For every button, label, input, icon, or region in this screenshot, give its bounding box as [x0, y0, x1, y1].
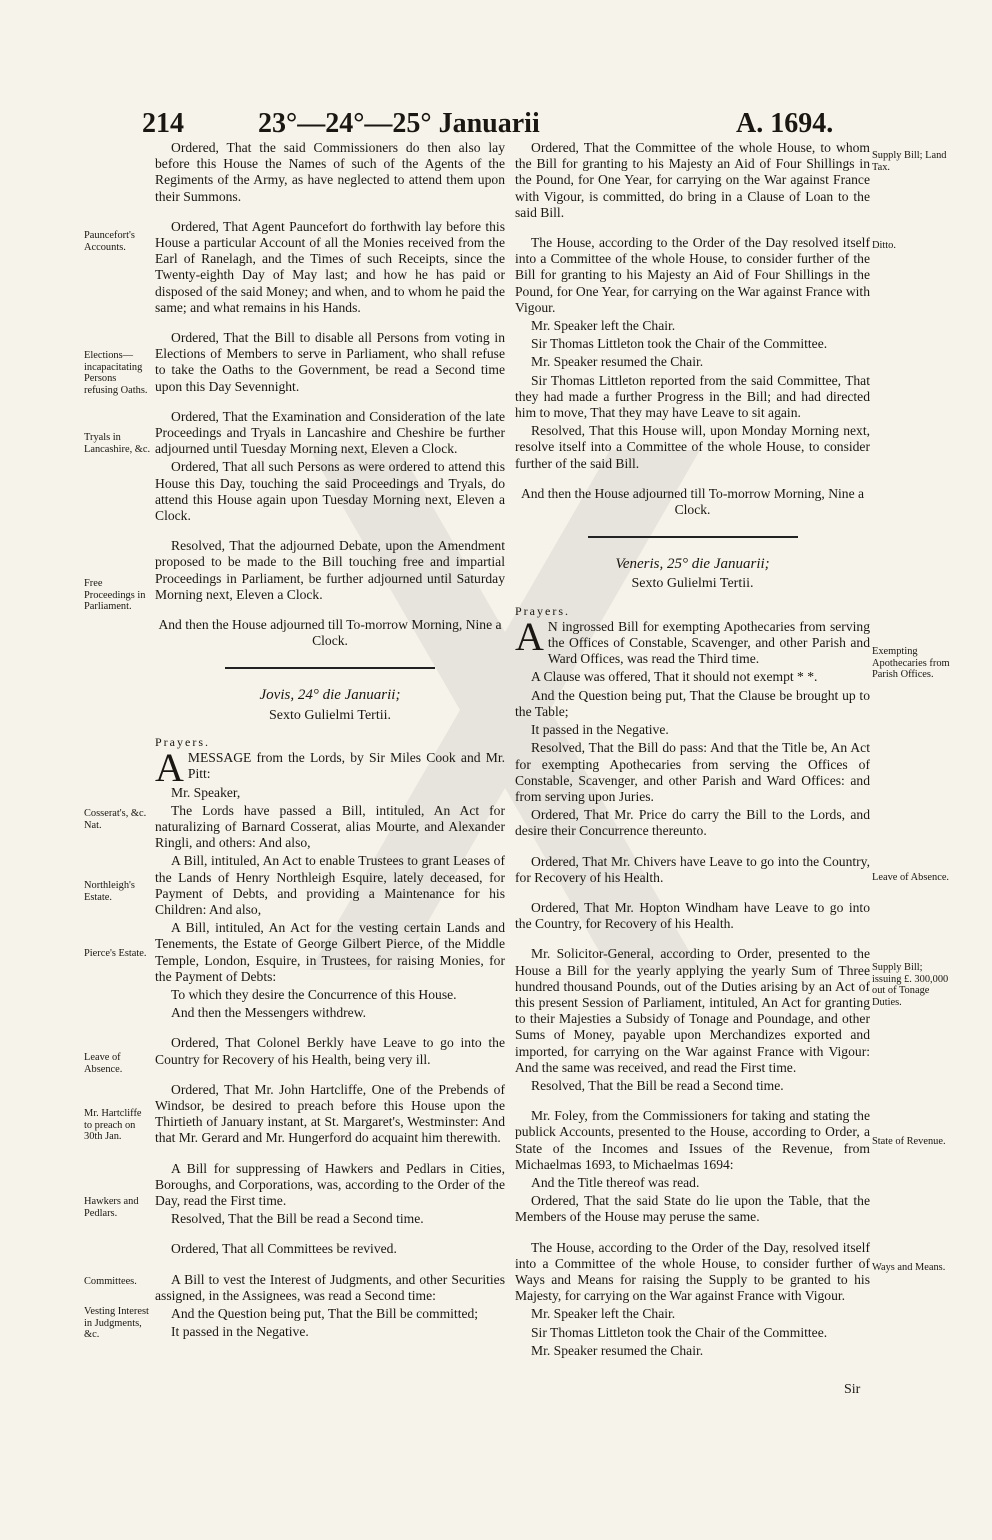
entry: Mr. Speaker resumed the Chair. [531, 1342, 704, 1358]
section-divider [588, 536, 798, 538]
entry: Ordered, That Colonel Berkly have Leave to go into the Country for Recovery of his Health, being very ill. [155, 1035, 505, 1067]
entry: Ordered, That the said State do lie upon the Table, that the Members of the House may peruse the same. [515, 1193, 870, 1225]
entry: Mr. Foley, from the Commissioners for taking and stating the publick Accounts, presented to the House, according to Order, a State of the Incomes and Issues of the Revenue, from Michaelmas 1693, to Michaelmas 1694: [515, 1108, 870, 1172]
prayers-heading: Prayers. [515, 603, 570, 618]
entry-text: N ingrossed Bill for exempting Apothecaries from serving the Offices of Constable, Scavenger, and other Parish and Ward Offices, was read the Third time. [547, 618, 870, 667]
day-heading: Veneris, 25° die Januarii; [615, 556, 770, 573]
entry: The House, according to the Order of the Day resolved itself into a Committee of the whole House, to consider further of the Bill for granting to his Majesty an Aid of Four Shillings in the Pound, for One Year, for carrying on the War against France with Vigour. [515, 235, 870, 315]
entry: Sir Thomas Littleton reported from the said Committee, That they had made a further Progress in the Bill; and had directed him to move, That they may have Leave to sit again. [515, 372, 870, 421]
entry: Ordered, That Mr. Price do carry the Bill to the Lords, and desire their Concurrence thereunto. [515, 807, 870, 839]
margin-note: Hawkers and Pedlars. [84, 1196, 139, 1219]
reign-heading: Sexto Gulielmi Tertii. [631, 576, 754, 592]
drop-cap: A [515, 613, 544, 659]
right-column [515, 140, 870, 1361]
entry: A Bill to vest the Interest of Judgments, and other Securities assigned, in the Assignees, was read a Second time: [155, 1271, 505, 1303]
entry: Mr. Solicitor-General, according to Order, presented to the House a Bill for the yearly applying the yearly Sum of Three hundred thousand Pounds, out of the Duties arising by an Act of this present Session of Parliament, intituled, An Act for granting to their Majesties a Subsidy of Tonage and Poundage, and other Sums of Money, payable upon Merchandizes exported and imported, for carrying on the War against France with Vigour: And the same was received, and read the First time. [515, 946, 870, 1075]
entry [155, 745, 505, 791]
entry: To which they desire the Concurrence of this House. [171, 986, 457, 1002]
drop-cap: A [155, 745, 184, 791]
margin-note: Exempting Apothecaries from Parish Offices. [872, 646, 950, 680]
entry: Mr. Speaker left the Chair. [531, 318, 676, 334]
entry: Resolved, That the Bill be read a Second time. [531, 1077, 784, 1093]
entry: Ordered, That the Bill to disable all Persons from voting in Elections of Members to serve in Parliament, who shall refuse to take the Oaths to the Government, be read a Second time upon this Day Sevennight. [155, 330, 505, 394]
entry: Ordered, That the said Commissioners do then also lay before this House the Names of such of the Agents of the Regiments of the Army, as have neglected to attend them upon their Summons. [155, 140, 505, 204]
section-divider [225, 667, 435, 669]
margin-note: Leave of Absence. [872, 872, 950, 883]
adjournment: And then the House adjourned till To-morrow Morning, Nine a Clock. [520, 485, 865, 518]
margin-note: Cosserat's, &c. Nat. [84, 808, 147, 831]
margin-note: Pierce's Estate. [84, 948, 147, 959]
entry [515, 613, 870, 668]
entry: And the Question being put, That the Bill be committed; [171, 1305, 479, 1321]
entry: Ordered, That Mr. John Hartcliffe, One of the Prebends of Windsor, be desired to preach before this House upon the Thirtieth of January instant, at St. Margaret's, Westminster: And that Mr. Gerard and Mr. Hungerford do acquaint him therewith. [155, 1081, 505, 1146]
entry: It passed in the Negative. [531, 722, 669, 738]
entry: Resolved, That this House will, upon Monday Morning next, resolve itself into a Committee of the whole House, to consider further of the said Bill. [515, 423, 870, 471]
margin-note: Elections—incapacitating Persons refusing Oaths. [84, 350, 148, 396]
entry: A Clause was offered, That it should not exempt * *. [531, 669, 818, 685]
margin-note: Northleigh's Estate. [84, 880, 135, 903]
left-column [155, 140, 505, 1342]
entry: Mr. Speaker left the Chair. [531, 1306, 676, 1322]
entry: Ordered, That the Committee of the whole House, to whom the Bill for granting to his Majesty an Aid of Four Shillings in the Pound, for One Year, for carrying on the War against France with Vigour, is committed, do bring in a Clause of Loan to the said Bill. [515, 140, 870, 220]
margin-note: State of Revenue. [872, 1136, 946, 1147]
entry: Ordered, That Agent Pauncefort do forthwith lay before this House a particular Account of all the Monies received from the Earl of Ranelagh, and the Times of such Receipts, since the Twenty-eighth Day of May last; and how he has paid or disposed of the said Money; and when, and to whom he paid the same; and what remains in his Hands. [155, 218, 505, 315]
entry: The House, according to the Order of the Day, resolved itself into a Committee of the whole House, to consider further of Ways and Means for raising the Supply to be granted to his Majesty, for carrying on the War against France with Vigour. [515, 1239, 870, 1304]
entry: Sir Thomas Littleton took the Chair of the Committee. [531, 1324, 828, 1340]
entry: Ordered, That Mr. Hopton Windham have Leave to go into the Country, for Recovery of his Health. [515, 899, 870, 932]
entry: A Bill for suppressing of Hawkers and Pedlars in Cities, Boroughs, and Corporations, was, according to the Order of the Day, read the First time. [155, 1160, 505, 1208]
entry: It passed in the Negative. [171, 1324, 309, 1340]
day-heading: Jovis, 24° die Januarii; [259, 687, 401, 704]
entry: Mr. Speaker, [171, 784, 241, 800]
entry: The Lords have passed a Bill, intituled, An Act for naturalizing of Barnard Cosserat, alias Mourte, and Alexander Ringli, and others: And also, [155, 802, 505, 851]
margin-note: Ditto. [872, 240, 896, 251]
entry: A Bill, intituled, An Act for the vesting certain Lands and Tenements, the Estate of George Gilbert Pierce, of the Middle Temple, London, Esquire, in Trustees, for raising Monies, for the Payment of Debts: [155, 920, 505, 984]
margin-note: Mr. Hartcliffe to preach on 30th Jan. [84, 1108, 142, 1142]
entry: Resolved, That the Bill do pass: And that the Title be, An Act for exempting Apothecaries from serving the Offices of Constable, Scavenger, and other Parish and Ward Offices: and from serving upon Juries. [515, 740, 870, 804]
margin-note: Vesting Interest in Judgments, &c. [84, 1306, 149, 1340]
entry: Ordered, That Mr. Chivers have Leave to go into the Country, for Recovery of his Health. [515, 853, 870, 885]
margin-note: Supply Bill; issuing £. 300,000 out of Tonage Duties. [872, 962, 949, 1008]
entry: Resolved, That the adjourned Debate, upon the Amendment proposed to be made to the Bill touching free and impartial Proceedings in Parliament, be further adjourned until Saturday Morning next, Eleven a Clock. [155, 538, 505, 602]
margin-note: Committees. [84, 1276, 137, 1287]
margin-note: Pauncefort's Accounts. [84, 230, 135, 253]
page-year: A. 1694. [736, 108, 834, 139]
margin-note: Tryals in Lancashire, &c. [84, 432, 151, 455]
margin-note: Ways and Means. [872, 1262, 946, 1273]
page-number: 214 [142, 108, 184, 139]
entry: Ordered, That all such Persons as were ordered to attend this House this Day, touching the said Proceedings and Tryals, do attend this House again upon Tuesday Morning next, Eleven a Clock. [155, 459, 505, 524]
reign-heading: Sexto Gulielmi Tertii. [268, 707, 392, 723]
entry: And the Title thereof was read. [531, 1174, 700, 1190]
entry-text: MESSAGE from the Lords, by Sir Miles Cook and Mr. Pitt: [187, 750, 505, 782]
entry: And then the Messengers withdrew. [171, 1005, 367, 1021]
margin-note: Leave of Absence. [84, 1052, 123, 1075]
entry: Ordered, That all Committees be revived. [171, 1241, 397, 1257]
margin-note: Supply Bill; Land Tax. [872, 150, 947, 173]
entry: A Bill, intituled, An Act to enable Trustees to grant Leases of the Lands of Henry Northleigh Esquire, lately deceased, for Payment of Debts, and providing a Maintenance for his Children: And also, [155, 853, 505, 917]
margin-note: Free Proceedings in Parliament. [84, 578, 146, 612]
entry: Sir Thomas Littleton took the Chair of the Committee. [531, 336, 828, 352]
catchword: Sir [844, 1382, 861, 1397]
adjournment: And then the House adjourned till To-morrow Morning, Nine a Clock. [158, 617, 502, 649]
entry: Mr. Speaker resumed the Chair. [531, 354, 704, 370]
entry: Resolved, That the Bill be read a Second time. [171, 1211, 424, 1227]
prayers-heading: Prayers. [155, 734, 210, 749]
page-dates: 23°—24°—25° Januarii [258, 108, 540, 139]
entry: And the Question being put, That the Clause be brought up to the Table; [515, 687, 870, 719]
entry: Ordered, That the Examination and Consideration of the late Proceedings and Tryals in Lancashire and Cheshire be further adjourned until Tuesday Morning next, Eleven a Clock. [155, 408, 505, 457]
